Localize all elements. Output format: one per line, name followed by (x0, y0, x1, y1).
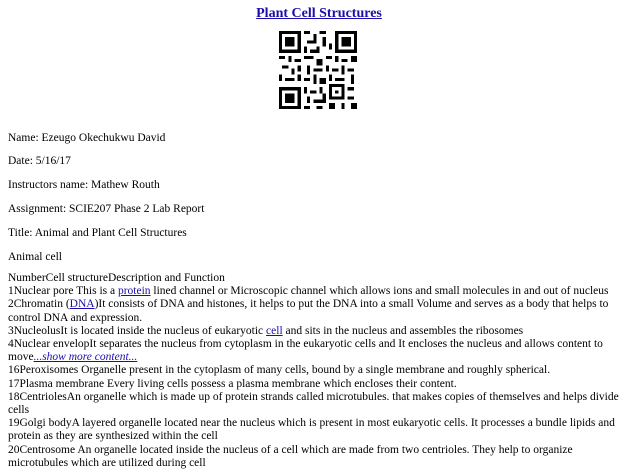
qr-code-icon (279, 31, 357, 109)
term-link[interactable]: cell (266, 324, 283, 337)
row-text: 18CentriolesAn organelle which is made up of protein strands called microtubules. that makes copies of themselves and helps divide cells (8, 390, 619, 417)
cell-structure-table (8, 272, 628, 470)
table-row (8, 417, 628, 443)
table-rows (8, 285, 628, 470)
term-link[interactable]: protein (117, 285, 151, 298)
section-heading: Animal cell (8, 251, 62, 263)
table-row (8, 338, 628, 364)
table-header: NumberCell structureDescription and Function (8, 272, 225, 284)
student-name: Name: Ezeugo Okechukwu David (8, 132, 166, 144)
row-text: and sits in the nucleus and assembles the ribosomes (282, 324, 524, 337)
show-more-link[interactable]: ...show more content... (33, 351, 138, 364)
row-text: 20Centrosome An organelle located inside the nucleus of a cell which are made from two centrioles. They help to organize microtubules which are utilized during cell (8, 443, 573, 469)
table-row (8, 444, 628, 470)
row-text: 1Nuclear pore This is a (8, 285, 118, 298)
row-text: lined channel or Microscopic channel which allows ions and small molecules in and out of nucleus (150, 285, 609, 298)
row-text: 17Plasma membrane Every living cells possess a plasma membrane which encloses their content. (8, 377, 457, 390)
row-text: 4Nuclear envelopIt separates the nucleus from cytoplasm in the eukaryotic cells and It encloses the nucleus and allows content to move (8, 338, 603, 364)
row-text: 2Chromatin ( (8, 298, 70, 311)
table-row (8, 325, 628, 338)
table-row (8, 378, 628, 391)
row-text: 16Peroxisomes Organelle present in the cytoplasm of many cells, bound by a single membrane and roughly spherical. (8, 364, 551, 377)
table-row (8, 298, 628, 324)
assignment-name: Assignment: SCIE207 Phase 2 Lab Report (8, 203, 205, 215)
document-title-link[interactable]: Plant Cell Structures (256, 6, 382, 21)
term-link[interactable]: DNA (69, 298, 95, 311)
report-title: Title: Animal and Plant Cell Structures (8, 227, 187, 239)
row-text: 19Golgi bodyA layered organelle located near the nucleus which is present in most eukaryotic cells. It processes a bundle lipids and protein as they are synthesized within the cell (8, 417, 615, 443)
instructor-name: Instructors name: Mathew Routh (8, 179, 160, 191)
table-row (8, 391, 628, 417)
table-row (8, 285, 628, 298)
row-text: 3NucleolusIt is located inside the nucleus of eukaryotic (8, 324, 267, 337)
report-date: Date: 5/16/17 (8, 155, 71, 167)
row-text: )It consists of DNA and histones, it helps to put the DNA into a small Volume and serves as a body that helps to control DNA and expression. (8, 298, 609, 324)
table-row (8, 364, 628, 377)
